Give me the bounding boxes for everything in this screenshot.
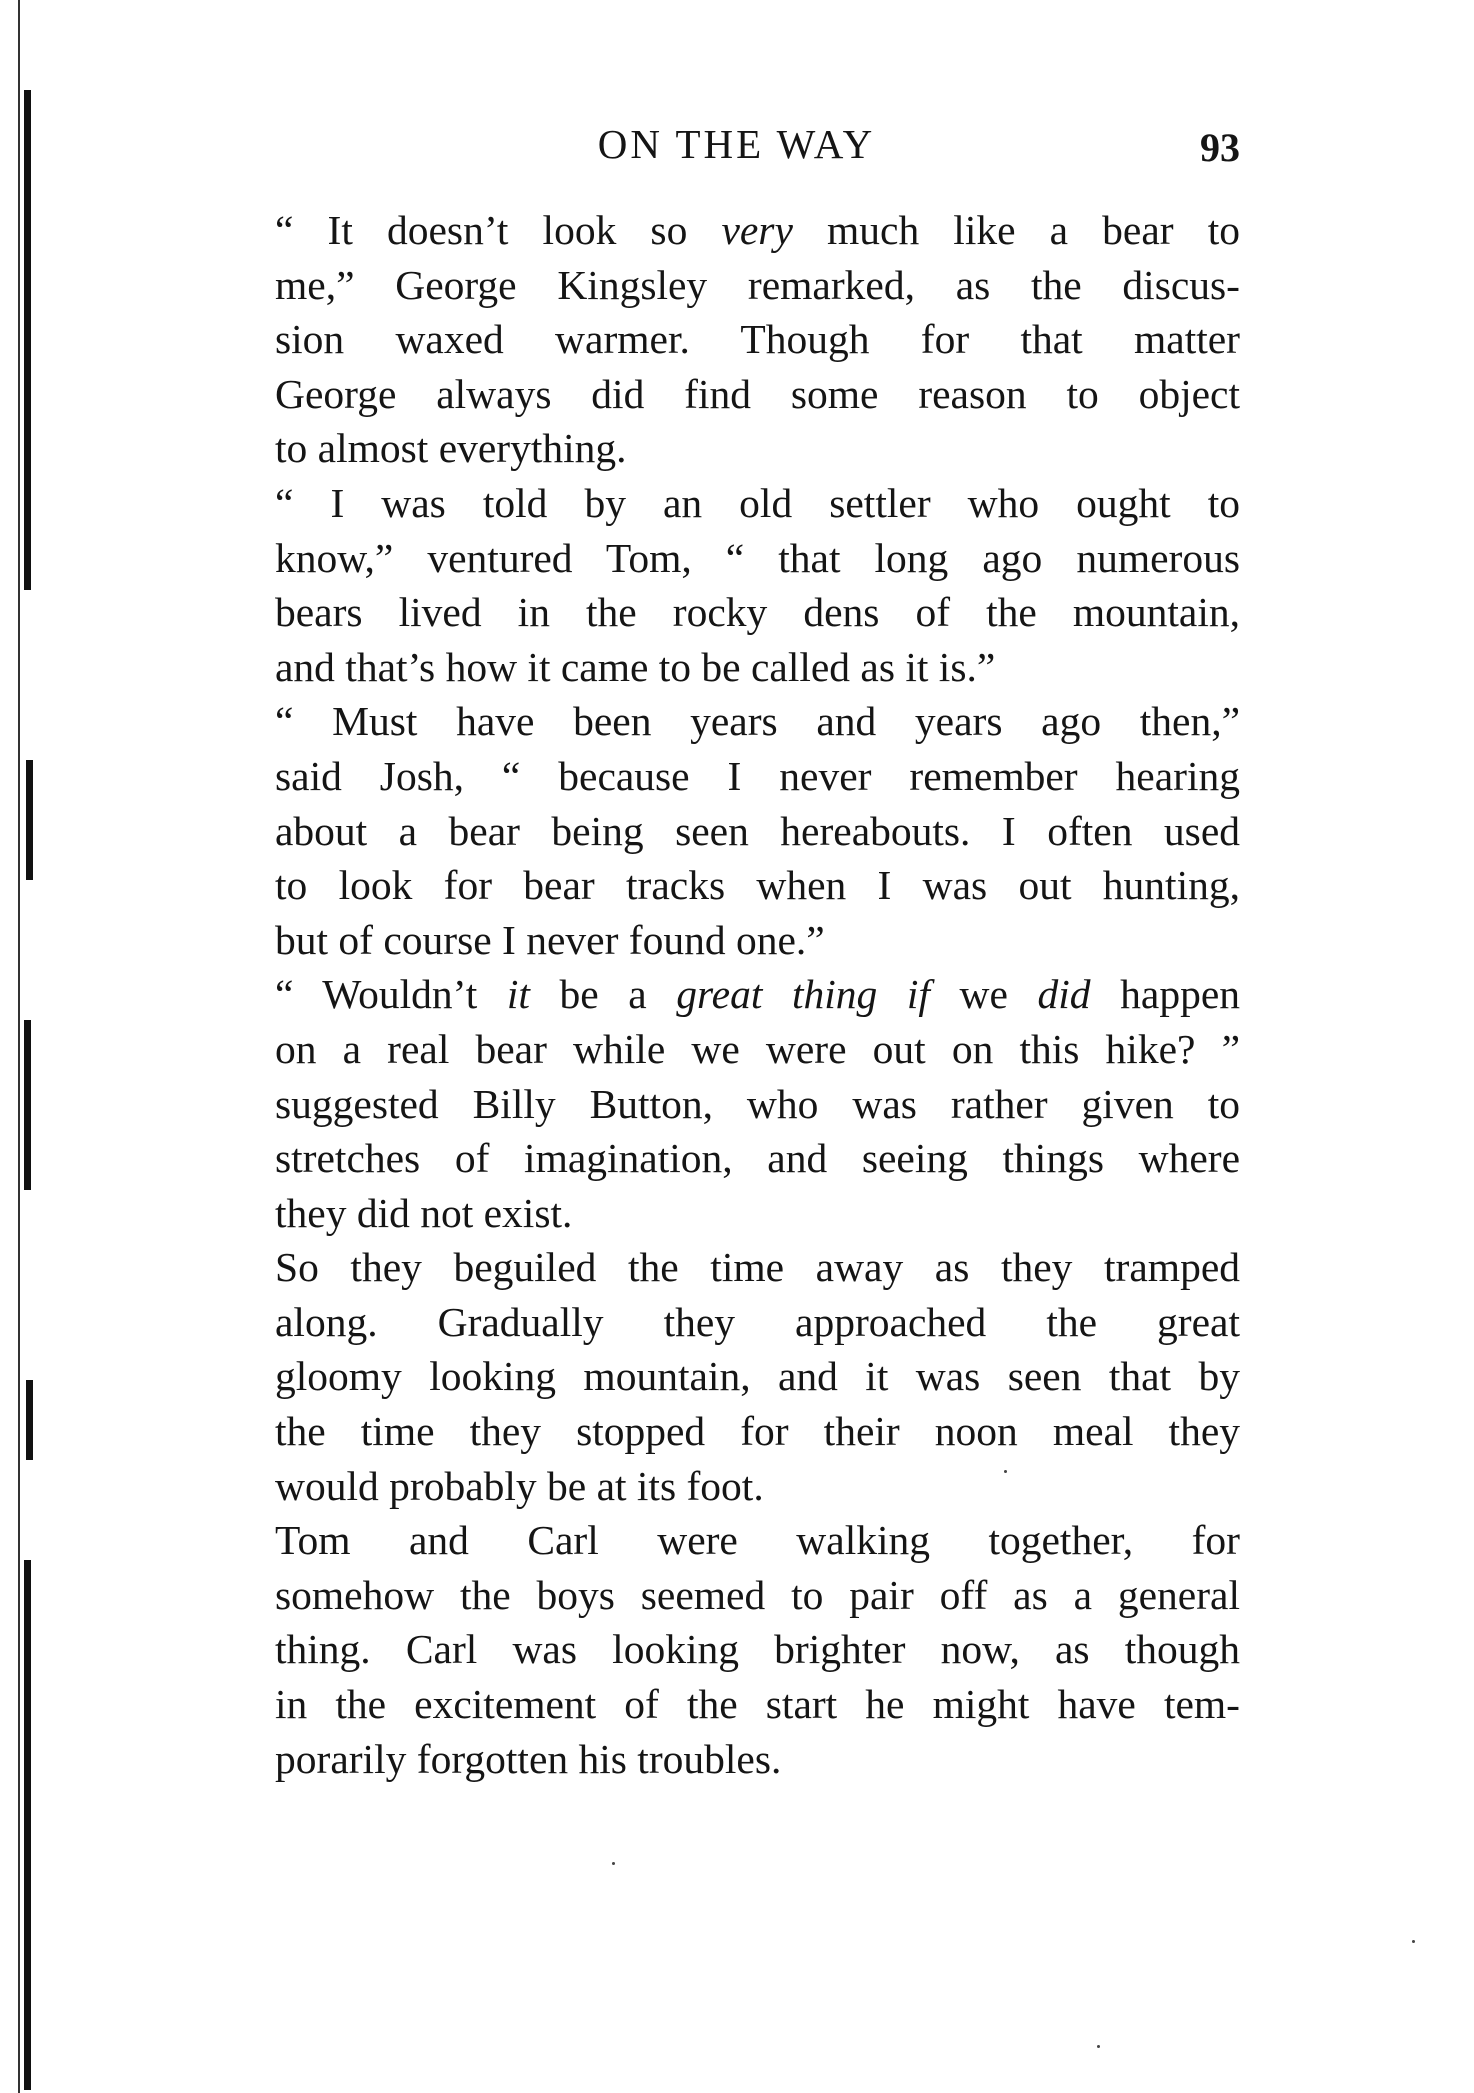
text-line: George always did find some reason to object [275, 370, 1240, 417]
text-line: somehow the boys seemed to pair off as a general [275, 1571, 1240, 1618]
text-line: along. Gradually they approached the great [275, 1298, 1240, 1345]
text-line: Tom and Carl were walking together, for [275, 1517, 1240, 1564]
text-line: know,” ventured Tom, “ that long ago numerous [275, 534, 1240, 581]
text-line: me,” George Kingsley remarked, as the discus- [275, 261, 1240, 308]
paragraph-5 [233, 1240, 1240, 1513]
page-number: 93 [1200, 125, 1240, 170]
body-text [233, 203, 1240, 1786]
text-line: said Josh, “ because I never remember hearing [275, 752, 1240, 799]
text-line: bears lived in the rocky dens of the mountain, [275, 589, 1240, 636]
paragraph-6 [233, 1513, 1240, 1786]
text-line: the time they stopped for their noon meal they [275, 1408, 1240, 1455]
text-line: and that’s how it came to be called as it is.” [275, 643, 996, 690]
text-line: to look for bear tracks when I was out hunting, [275, 862, 1240, 909]
text-line: on a real bear while we were out on this hike? ” [275, 1025, 1240, 1072]
text-line: gloomy looking mountain, and it was seen that by [275, 1353, 1240, 1400]
paragraph-1 [233, 203, 1240, 476]
text-line: sion waxed warmer. Though for that matter [275, 316, 1240, 363]
text-line: but of course I never found one.” [275, 916, 825, 963]
text-line: “ Wouldn’t it be a great thing if we did happen [275, 971, 1241, 1018]
text-line: “ It doesn’t look so very much like a bear to [275, 207, 1240, 253]
text-line: So they beguiled the time away as they tramped [275, 1244, 1240, 1291]
text-line: stretches of imagination, and seeing things where [275, 1135, 1240, 1182]
binding-edge-shadow [14, 0, 36, 2093]
text-line: would probably be at its foot. [275, 1462, 764, 1509]
text-line: in the excitement of the start he might have tem- [275, 1681, 1240, 1728]
text-line: about a bear being seen hereabouts. I often used [275, 807, 1240, 854]
running-head [233, 118, 1240, 178]
text-line: suggested Billy Button, who was rather given to [275, 1080, 1240, 1127]
running-title: ON THE WAY [597, 121, 876, 167]
text-line: they did not exist. [275, 1189, 573, 1236]
paragraph-3 [233, 694, 1240, 967]
text-line: to almost everything. [275, 425, 627, 472]
paragraph-2 [233, 476, 1240, 694]
text-line: porarily forgotten his troubles. [275, 1735, 782, 1782]
text-line: “ I was told by an old settler who ought to [275, 479, 1240, 526]
paragraph-4 [233, 967, 1240, 1240]
text-line: “ Must have been years and years ago then,” [275, 698, 1240, 745]
text-line: thing. Carl was looking brighter now, as though [275, 1626, 1240, 1673]
